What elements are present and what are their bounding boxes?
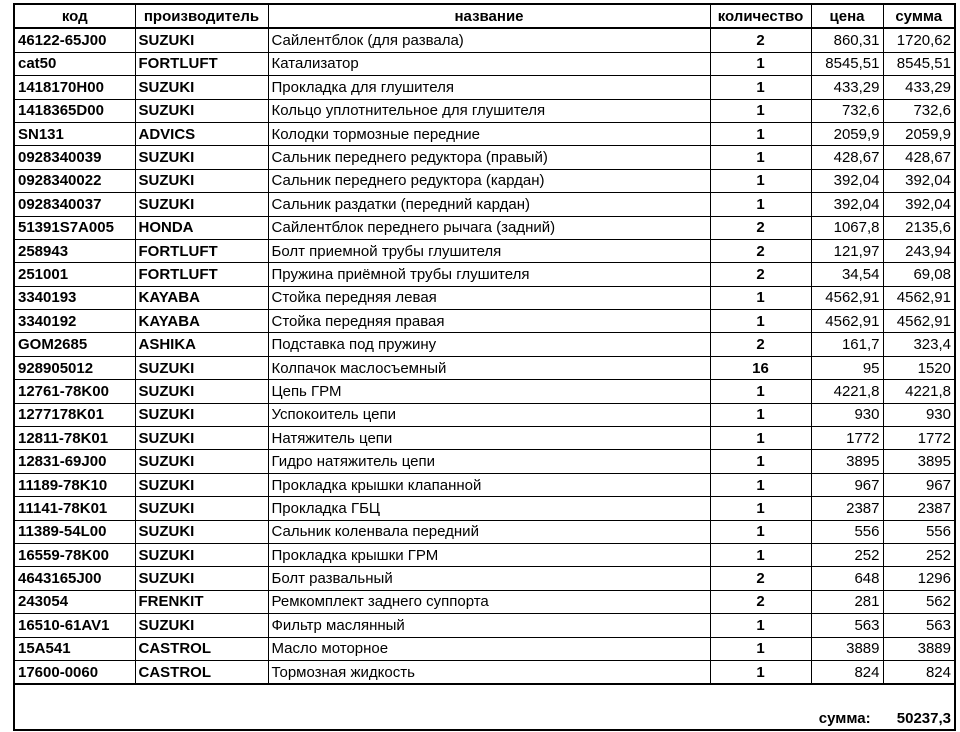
cell-price: 4221,8	[811, 380, 883, 403]
cell-code: 0928340037	[14, 193, 135, 216]
cell-maker: FORTLUFT	[135, 239, 268, 262]
cell-code: SN131	[14, 122, 135, 145]
cell-sum: 8545,51	[883, 52, 955, 75]
cell-code: 12761-78K00	[14, 380, 135, 403]
cell-maker: SUZUKI	[135, 567, 268, 590]
cell-name: Болт приемной трубы глушителя	[268, 239, 710, 262]
table-row	[14, 497, 955, 520]
cell-code: 258943	[14, 239, 135, 262]
cell-qty: 1	[710, 473, 811, 496]
cell-name: Колпачок маслосъемный	[268, 356, 710, 379]
cell-name: Подставка под пружину	[268, 333, 710, 356]
cell-name: Прокладка крышки клапанной	[268, 473, 710, 496]
cell-price: 161,7	[811, 333, 883, 356]
total-cell	[14, 684, 955, 730]
cell-maker: SUZUKI	[135, 146, 268, 169]
cell-price: 34,54	[811, 263, 883, 286]
total-value: 50237,3	[896, 710, 951, 728]
cell-maker: CASTROL	[135, 637, 268, 660]
cell-qty: 2	[710, 216, 811, 239]
table-row	[14, 263, 955, 286]
cell-name: Стойка передняя левая	[268, 286, 710, 309]
table-row	[14, 169, 955, 192]
cell-price: 252	[811, 543, 883, 566]
cell-maker: SUZUKI	[135, 403, 268, 426]
cell-name: Прокладка для глушителя	[268, 76, 710, 99]
cell-price: 95	[811, 356, 883, 379]
cell-sum: 433,29	[883, 76, 955, 99]
cell-qty: 1	[710, 52, 811, 75]
table-row	[14, 427, 955, 450]
cell-price: 2059,9	[811, 122, 883, 145]
cell-qty: 2	[710, 590, 811, 613]
table-row	[14, 614, 955, 637]
cell-sum: 3895	[883, 450, 955, 473]
cell-maker: ASHIKA	[135, 333, 268, 356]
cell-name: Гидро натяжитель цепи	[268, 450, 710, 473]
cell-name: Стойка передняя правая	[268, 310, 710, 333]
cell-maker: SUZUKI	[135, 543, 268, 566]
cell-price: 732,6	[811, 99, 883, 122]
cell-qty: 1	[710, 614, 811, 637]
cell-name: Сайлентблок (для развала)	[268, 28, 710, 52]
cell-name: Кольцо уплотнительное для глушителя	[268, 99, 710, 122]
cell-price: 433,29	[811, 76, 883, 99]
cell-qty: 1	[710, 543, 811, 566]
cell-maker: KAYABA	[135, 310, 268, 333]
cell-maker: ADVICS	[135, 122, 268, 145]
cell-price: 3895	[811, 450, 883, 473]
cell-maker: SUZUKI	[135, 169, 268, 192]
cell-price: 824	[811, 660, 883, 684]
cell-sum: 69,08	[883, 263, 955, 286]
cell-sum: 1720,62	[883, 28, 955, 52]
table-row	[14, 146, 955, 169]
cell-sum: 4562,91	[883, 310, 955, 333]
cell-maker: SUZUKI	[135, 28, 268, 52]
cell-qty: 2	[710, 263, 811, 286]
cell-price: 563	[811, 614, 883, 637]
cell-maker: CASTROL	[135, 660, 268, 684]
cell-qty: 1	[710, 76, 811, 99]
cell-qty: 2	[710, 333, 811, 356]
cell-qty: 1	[710, 99, 811, 122]
cell-name: Болт развальный	[268, 567, 710, 590]
cell-sum: 1520	[883, 356, 955, 379]
cell-price: 392,04	[811, 193, 883, 216]
column-header-code: код	[14, 4, 135, 28]
cell-code: 3340192	[14, 310, 135, 333]
cell-price: 2387	[811, 497, 883, 520]
cell-price: 1067,8	[811, 216, 883, 239]
cell-sum: 556	[883, 520, 955, 543]
cell-maker: SUZUKI	[135, 497, 268, 520]
column-header-name: название	[268, 4, 710, 28]
table-row	[14, 403, 955, 426]
cell-sum: 392,04	[883, 193, 955, 216]
table-row	[14, 660, 955, 684]
table-row	[14, 567, 955, 590]
table-row	[14, 216, 955, 239]
cell-code: 928905012	[14, 356, 135, 379]
cell-sum: 562	[883, 590, 955, 613]
table-row	[14, 520, 955, 543]
cell-sum: 2387	[883, 497, 955, 520]
cell-maker: SUZUKI	[135, 520, 268, 543]
cell-sum: 4221,8	[883, 380, 955, 403]
cell-qty: 2	[710, 567, 811, 590]
column-header-price: цена	[811, 4, 883, 28]
cell-code: 0928340022	[14, 169, 135, 192]
cell-sum: 2059,9	[883, 122, 955, 145]
cell-price: 281	[811, 590, 883, 613]
cell-maker: SUZUKI	[135, 99, 268, 122]
table-row	[14, 122, 955, 145]
cell-price: 967	[811, 473, 883, 496]
cell-qty: 1	[710, 286, 811, 309]
cell-price: 1772	[811, 427, 883, 450]
cell-maker: SUZUKI	[135, 427, 268, 450]
header-row	[14, 4, 955, 28]
cell-qty: 1	[710, 403, 811, 426]
cell-qty: 1	[710, 193, 811, 216]
cell-code: 1418170H00	[14, 76, 135, 99]
cell-name: Катализатор	[268, 52, 710, 75]
cell-name: Сальник переднего редуктора (кардан)	[268, 169, 710, 192]
cell-name: Цепь ГРМ	[268, 380, 710, 403]
cell-name: Тормозная жидкость	[268, 660, 710, 684]
cell-maker: KAYABA	[135, 286, 268, 309]
cell-name: Фильтр маслянный	[268, 614, 710, 637]
cell-price: 4562,91	[811, 310, 883, 333]
cell-sum: 563	[883, 614, 955, 637]
cell-name: Ремкомплект заднего суппорта	[268, 590, 710, 613]
cell-qty: 2	[710, 28, 811, 52]
cell-qty: 1	[710, 310, 811, 333]
cell-code: 16510-61AV1	[14, 614, 135, 637]
cell-sum: 930	[883, 403, 955, 426]
parts-table	[13, 3, 956, 731]
cell-code: 11141-78K01	[14, 497, 135, 520]
cell-qty: 1	[710, 427, 811, 450]
cell-qty: 16	[710, 356, 811, 379]
table-row	[14, 473, 955, 496]
cell-maker: HONDA	[135, 216, 268, 239]
cell-code: GOM2685	[14, 333, 135, 356]
cell-price: 4562,91	[811, 286, 883, 309]
table-row	[14, 637, 955, 660]
cell-code: 51391S7A005	[14, 216, 135, 239]
cell-qty: 2	[710, 239, 811, 262]
cell-qty: 1	[710, 169, 811, 192]
cell-maker: SUZUKI	[135, 473, 268, 496]
cell-sum: 2135,6	[883, 216, 955, 239]
cell-code: 12811-78K01	[14, 427, 135, 450]
cell-sum: 392,04	[883, 169, 955, 192]
cell-sum: 323,4	[883, 333, 955, 356]
cell-maker: SUZUKI	[135, 356, 268, 379]
table-row	[14, 99, 955, 122]
cell-name: Колодки тормозные передние	[268, 122, 710, 145]
cell-qty: 1	[710, 380, 811, 403]
cell-maker: SUZUKI	[135, 614, 268, 637]
cell-sum: 824	[883, 660, 955, 684]
cell-sum: 967	[883, 473, 955, 496]
cell-name: Прокладка ГБЦ	[268, 497, 710, 520]
cell-price: 121,97	[811, 239, 883, 262]
cell-name: Сальник переднего редуктора (правый)	[268, 146, 710, 169]
cell-price: 648	[811, 567, 883, 590]
table-row	[14, 239, 955, 262]
cell-price: 8545,51	[811, 52, 883, 75]
cell-qty: 1	[710, 450, 811, 473]
table-row	[14, 76, 955, 99]
cell-code: 1277178K01	[14, 403, 135, 426]
cell-name: Масло моторное	[268, 637, 710, 660]
cell-code: 11389-54L00	[14, 520, 135, 543]
cell-code: 11189-78K10	[14, 473, 135, 496]
table-row	[14, 543, 955, 566]
cell-sum: 428,67	[883, 146, 955, 169]
cell-sum: 3889	[883, 637, 955, 660]
table-row	[14, 333, 955, 356]
cell-name: Натяжитель цепи	[268, 427, 710, 450]
cell-code: 4643165J00	[14, 567, 135, 590]
cell-code: 1418365D00	[14, 99, 135, 122]
cell-maker: SUZUKI	[135, 193, 268, 216]
total-label: сумма:	[818, 710, 871, 728]
cell-code: cat50	[14, 52, 135, 75]
cell-maker: SUZUKI	[135, 380, 268, 403]
cell-maker: FRENKIT	[135, 590, 268, 613]
table-row	[14, 286, 955, 309]
cell-sum: 732,6	[883, 99, 955, 122]
table-row	[14, 310, 955, 333]
cell-sum: 1772	[883, 427, 955, 450]
table-row	[14, 28, 955, 52]
cell-code: 17600-0060	[14, 660, 135, 684]
cell-sum: 243,94	[883, 239, 955, 262]
cell-price: 3889	[811, 637, 883, 660]
cell-code: 15A541	[14, 637, 135, 660]
cell-sum: 4562,91	[883, 286, 955, 309]
cell-name: Сайлентблок переднего рычага (задний)	[268, 216, 710, 239]
cell-maker: FORTLUFT	[135, 263, 268, 286]
cell-code: 3340193	[14, 286, 135, 309]
cell-qty: 1	[710, 637, 811, 660]
column-header-sum: сумма	[883, 4, 955, 28]
column-header-qty: количество	[710, 4, 811, 28]
cell-price: 930	[811, 403, 883, 426]
cell-name: Сальник коленвала передний	[268, 520, 710, 543]
cell-qty: 1	[710, 497, 811, 520]
table-row	[14, 450, 955, 473]
cell-code: 12831-69J00	[14, 450, 135, 473]
cell-name: Успокоитель цепи	[268, 403, 710, 426]
column-header-maker: производитель	[135, 4, 268, 28]
table-row	[14, 52, 955, 75]
cell-price: 860,31	[811, 28, 883, 52]
cell-code: 0928340039	[14, 146, 135, 169]
cell-code: 16559-78K00	[14, 543, 135, 566]
table-row	[14, 590, 955, 613]
cell-price: 428,67	[811, 146, 883, 169]
cell-qty: 1	[710, 146, 811, 169]
cell-code: 46122-65J00	[14, 28, 135, 52]
table-row	[14, 380, 955, 403]
cell-name: Пружина приёмной трубы глушителя	[268, 263, 710, 286]
cell-maker: SUZUKI	[135, 76, 268, 99]
cell-name: Прокладка крышки ГРМ	[268, 543, 710, 566]
cell-qty: 1	[710, 520, 811, 543]
total-row	[14, 684, 955, 730]
table-row	[14, 356, 955, 379]
cell-maker: FORTLUFT	[135, 52, 268, 75]
cell-qty: 1	[710, 122, 811, 145]
cell-name: Сальник раздатки (передний кардан)	[268, 193, 710, 216]
cell-qty: 1	[710, 660, 811, 684]
cell-price: 392,04	[811, 169, 883, 192]
table-row	[14, 193, 955, 216]
cell-sum: 252	[883, 543, 955, 566]
cell-maker: SUZUKI	[135, 450, 268, 473]
cell-code: 243054	[14, 590, 135, 613]
cell-sum: 1296	[883, 567, 955, 590]
cell-code: 251001	[14, 263, 135, 286]
cell-price: 556	[811, 520, 883, 543]
